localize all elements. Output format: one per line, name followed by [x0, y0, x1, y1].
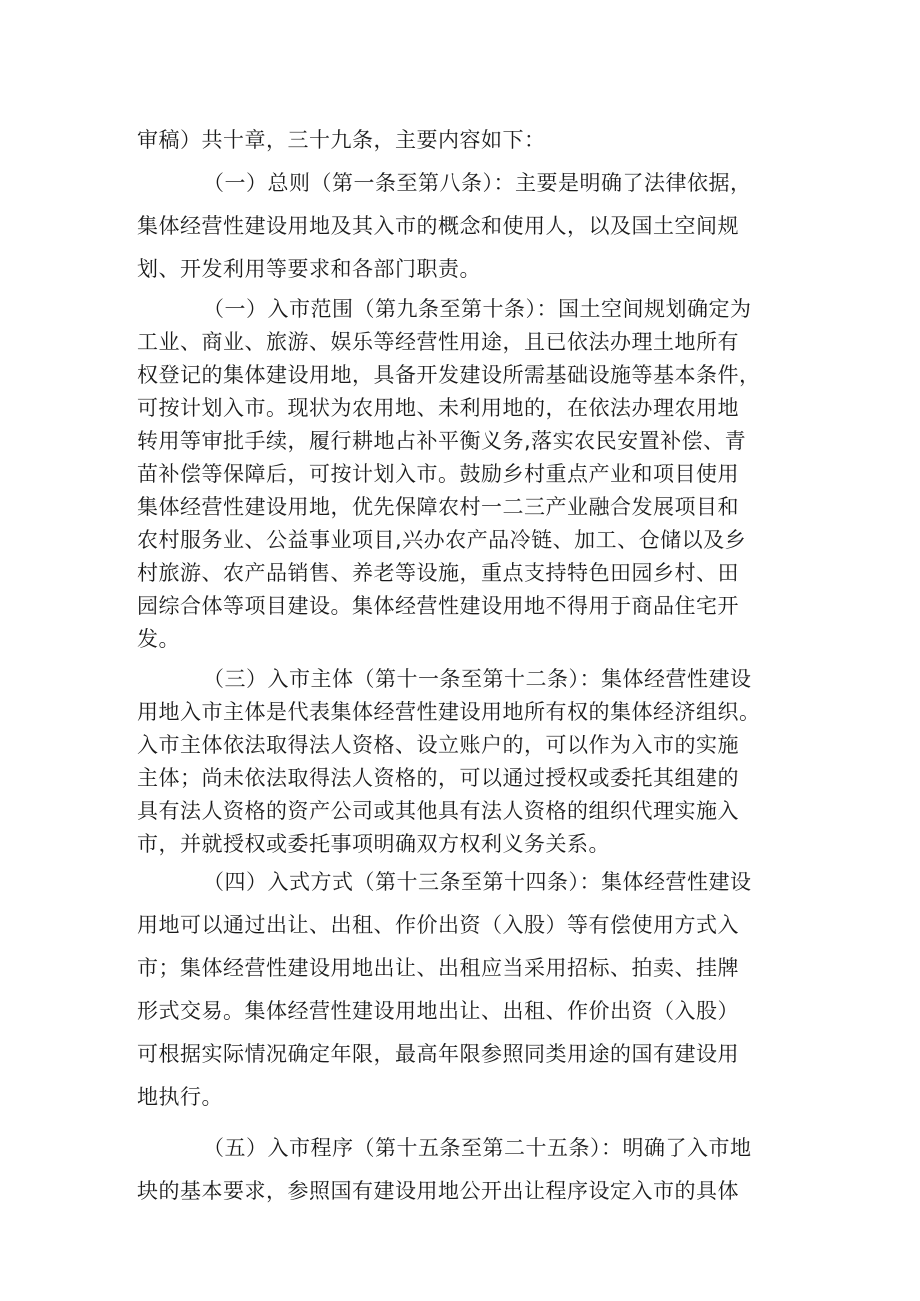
text-line: 转用等审批手续，履行耕地占补平衡义务,落实农民安置补偿、青 [137, 429, 747, 453]
text-line: 市，并就授权或委托事项明确双方权利义务关系。 [137, 832, 610, 856]
text-line: 块的基本要求，参照国有建设用地公开出让程序设定入市的具体 [137, 1179, 739, 1203]
text-line: 地执行。 [137, 1085, 223, 1109]
text-line: 可根据实际情况确定年限，最高年限参照同类用途的国有建设用 [137, 1042, 739, 1066]
text-line: 市；集体经营性建设用地出让、出租应当采用招标、拍卖、挂牌 [137, 956, 739, 980]
text-line: 权登记的集体建设用地，具备开发建设所需基础设施等基本条件， [137, 363, 761, 387]
paragraph-heading-line: （四）入式方式（第十三条至第十四条）：集体经营性建设 [203, 870, 752, 894]
text-line: 集体经营性建设用地及其入市的概念和使用人，以及国土空间规 [137, 214, 739, 238]
paragraph-heading-line: （五）入市程序（第十五条至第二十五条）：明确了入市地 [203, 1136, 752, 1160]
text-line: 集体经营性建设用地，优先保障农村一二三产业融合发展项目和 [137, 495, 739, 519]
text-line: 用地可以通过出让、出租、作价出资（入股）等有偿使用方式入 [137, 913, 739, 937]
text-line: 主体；尚未依法取得法人资格的，可以通过授权或委托其组建的 [137, 766, 739, 790]
paragraph-heading-line: （三）入市主体（第十一条至第十二条）：集体经营性建设 [203, 667, 752, 691]
text-line: 发。 [137, 627, 180, 651]
text-line: 园综合体等项目建设。集体经营性建设用地不得用于商品住宅开 [137, 594, 739, 618]
paragraph-heading-line: （一）入市范围（第九条至第十条）：国土空间规划确定为 [203, 297, 752, 321]
text-line: 苗补偿等保障后，可按计划入市。鼓励乡村重点产业和项目使用 [137, 462, 739, 486]
text-line: 划、开发利用等要求和各部门职责。 [137, 257, 481, 281]
text-line: 具有法人资格的资产公司或其他具有法人资格的组织代理实施入 [137, 799, 739, 823]
text-line: 村旅游、农产品销售、养老等设施，重点支持特色田园乡村、田 [137, 561, 739, 585]
text-line: 可按计划入市。现状为农用地、未利用地的，在依法办理农用地 [137, 396, 739, 420]
text-line: 审稿）共十章，三十九条，主要内容如下： [137, 128, 546, 152]
text-line: 农村服务业、公益事业项目,兴办农产品冷链、加工、仓储以及乡 [137, 528, 747, 552]
text-line: 入市主体依法取得法人资格、设立账户的，可以作为入市的实施 [137, 733, 739, 757]
text-line: 形式交易。集体经营性建设用地出让、出租、作价出资（入股） [137, 999, 739, 1023]
text-line: 用地入市主体是代表集体经营性建设用地所有权的集体经济组织。 [137, 700, 761, 724]
text-line: 工业、商业、旅游、娱乐等经营性用途，且已依法办理土地所有 [137, 330, 739, 354]
paragraph-heading-line: （一）总则（第一条至第八条）：主要是明确了法律依据， [203, 171, 752, 195]
